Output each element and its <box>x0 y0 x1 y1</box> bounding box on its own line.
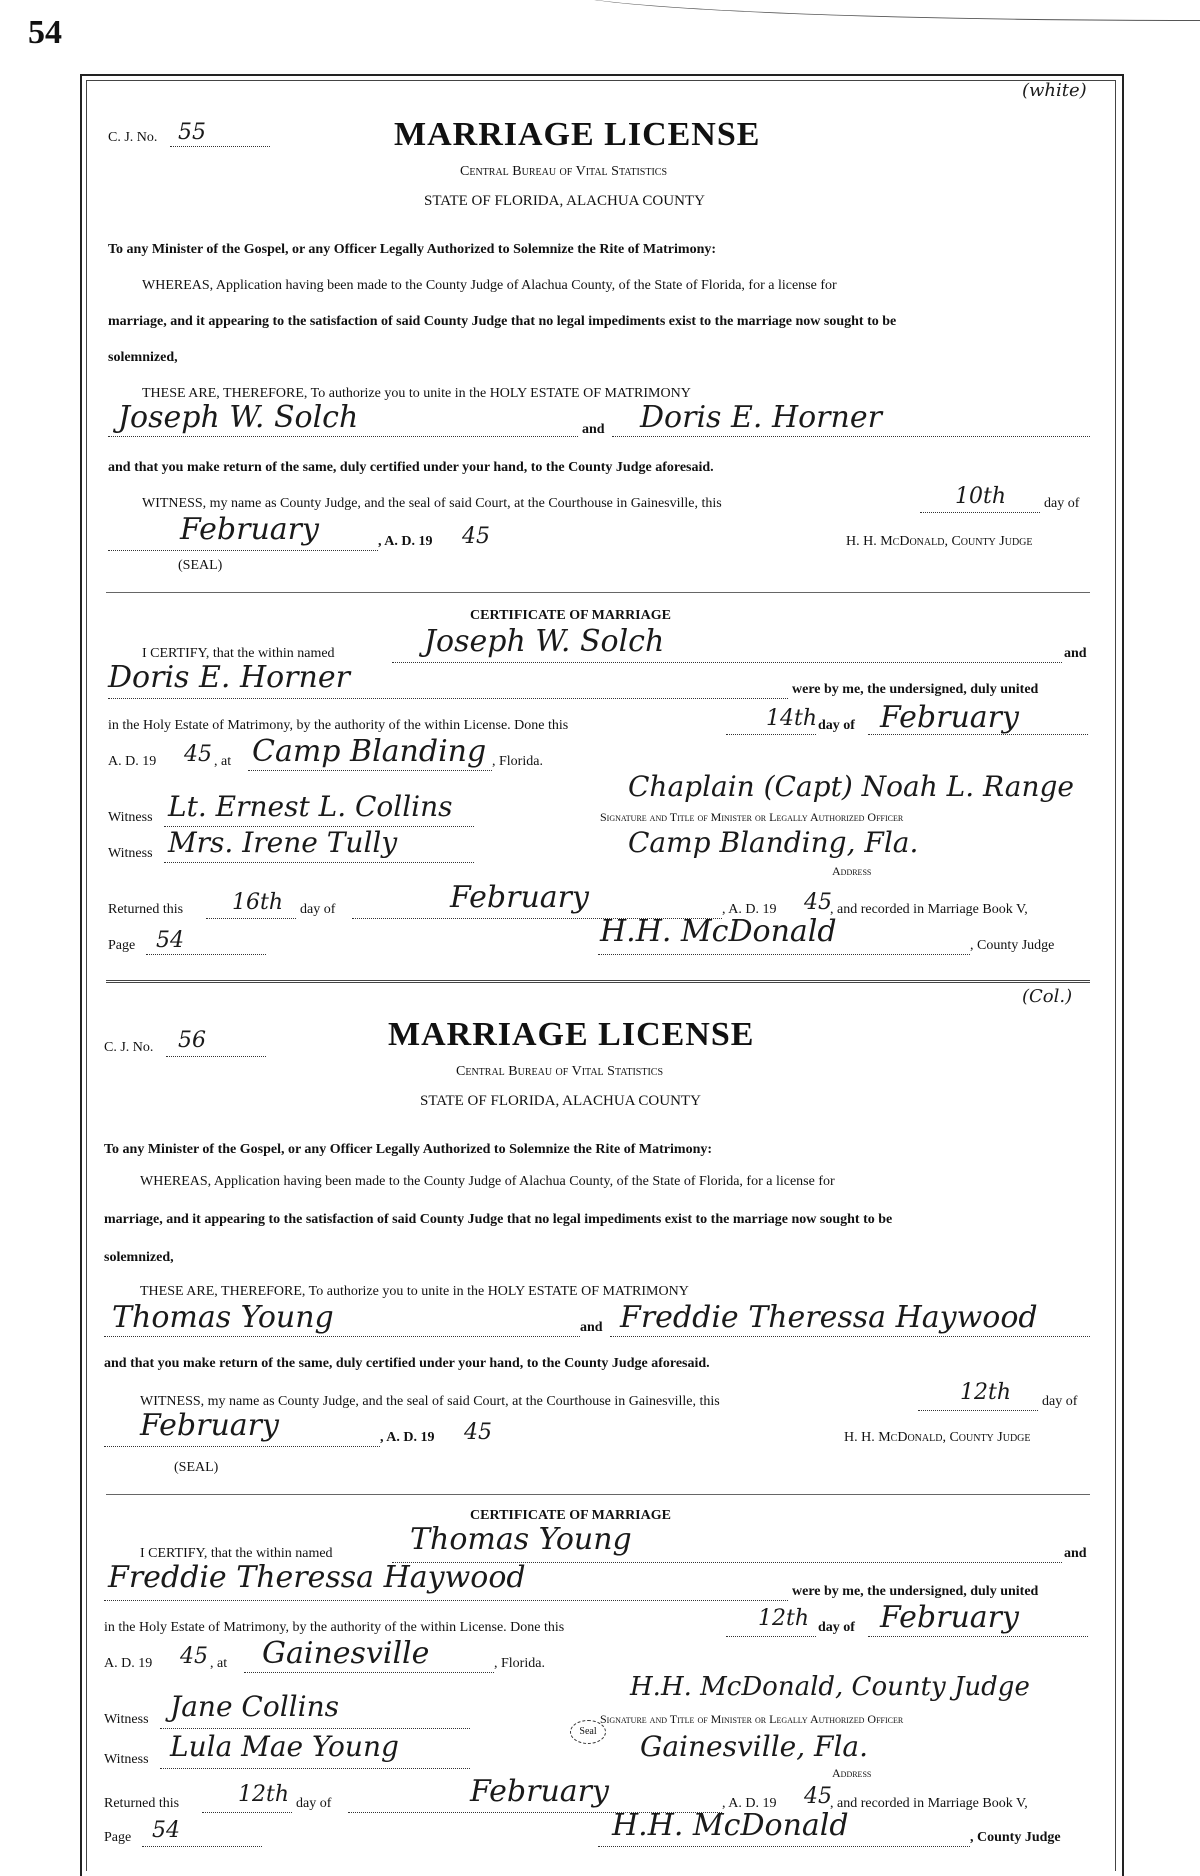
witness-2-signature: Mrs. Irene Tully <box>168 826 398 859</box>
whereas-line-1: WHEREAS, Application having been made to the County Judge of Alachua County, of the State of Florida, for a license for <box>142 278 837 293</box>
fill-line <box>244 1672 494 1673</box>
cj-label: C. J. No. <box>108 130 158 145</box>
ad-label: , A. D. 19 <box>378 534 433 549</box>
fill-line <box>108 550 378 551</box>
returned-day: 16th <box>232 890 284 915</box>
judge-line: H. H. McDonald, County Judge <box>844 1430 1031 1445</box>
county-judge-label: , County Judge <box>970 938 1055 953</box>
certificate-title: CERTIFICATE OF MARRIAGE <box>470 1508 671 1523</box>
officer-address: Camp Blanding, Fla. <box>628 826 919 859</box>
license-year: 45 <box>464 1420 492 1445</box>
certified-name-1: Thomas Young <box>410 1522 632 1557</box>
florida-label: , Florida. <box>492 754 543 769</box>
recorder-signature: H.H. McDonald <box>600 914 837 949</box>
bureau-line: Central Bureau of Vital Statistics <box>456 1064 664 1079</box>
certificate-day: 12th <box>758 1606 810 1631</box>
bride-name: Freddie Theressa Haywood <box>620 1300 1038 1335</box>
license-title: MARRIAGE LICENSE <box>394 116 761 153</box>
certificate-year: 45 <box>180 1644 208 1669</box>
certificate-month: February <box>880 700 1019 735</box>
license-month: February <box>140 1408 279 1443</box>
officer-address: Gainesville, Fla. <box>640 1730 869 1763</box>
whereas-line-3: solemnized, <box>108 350 178 365</box>
fill-line <box>142 1846 262 1847</box>
fill-line <box>612 436 1090 437</box>
return-line: and that you make return of the same, duly certified under your hand, to the County Judge aforesaid. <box>108 460 714 475</box>
returned-year: 45 <box>804 890 832 915</box>
fill-line <box>164 862 474 863</box>
recorder-signature: H.H. McDonald <box>612 1808 849 1843</box>
returned-ad-label: , A. D. 19 <box>722 1796 777 1811</box>
day-of-label: day of <box>1044 496 1080 511</box>
seal-label: (SEAL) <box>178 558 223 573</box>
witness-1-signature: Lt. Ernest L. Collins <box>168 790 453 823</box>
fill-line <box>868 1636 1088 1637</box>
fill-line <box>108 436 578 437</box>
address-caption: Address <box>832 864 872 878</box>
certify-line: I CERTIFY, that the within named <box>142 646 335 661</box>
state-line: STATE OF FLORIDA, ALACHUA COUNTY <box>424 193 705 209</box>
fill-line <box>170 146 270 147</box>
groom-name: Thomas Young <box>112 1300 334 1335</box>
and-label: and <box>582 422 605 437</box>
record-divider <box>106 980 1090 983</box>
fill-line <box>920 512 1040 513</box>
page-value: 54 <box>152 1818 180 1843</box>
recorded-label: , and recorded in Marriage Book V, <box>830 1796 1028 1811</box>
cert-ad-label: A. D. 19 <box>104 1656 153 1671</box>
witness-text: WITNESS, my name as County Judge, and the seal of said Court, at the Courthouse in Gainesville, this <box>142 496 722 511</box>
witness-text: WITNESS, my name as County Judge, and the seal of said Court, at the Courthouse in Gainesville, this <box>140 1394 720 1409</box>
license-day: 12th <box>960 1380 1012 1405</box>
fill-line <box>248 770 492 771</box>
returned-day-of-label: day of <box>300 902 336 917</box>
united-line: were by me, the undersigned, duly united <box>792 682 1039 697</box>
returned-month: February <box>470 1774 609 1809</box>
cert-ad-label: A. D. 19 <box>108 754 157 769</box>
cert-at-label: , at <box>214 754 232 769</box>
witness-label-2: Witness <box>108 846 153 861</box>
signature-caption: Signature and Title of Minister or Legally Authorized Officer <box>600 810 904 824</box>
seal-stamp: Seal <box>570 1720 606 1744</box>
officer-signature: Chaplain (Capt) Noah L. Range <box>628 770 1074 803</box>
certificate-place: Gainesville <box>262 1636 430 1671</box>
seal-label: (SEAL) <box>174 1460 219 1475</box>
fill-line <box>160 1768 470 1769</box>
cert-at-label: , at <box>210 1656 228 1671</box>
state-line: STATE OF FLORIDA, ALACHUA COUNTY <box>420 1093 701 1109</box>
returned-day-of-label: day of <box>296 1796 332 1811</box>
cert-and-label: and <box>1064 646 1087 661</box>
ad-label: , A. D. 19 <box>380 1430 435 1445</box>
page-label: Page <box>108 938 136 953</box>
witness-label-2: Witness <box>104 1752 149 1767</box>
fill-line <box>392 662 1062 663</box>
holy-estate-line: in the Holy Estate of Matrimony, by the authority of the within License. Done this <box>104 1620 565 1635</box>
fill-line <box>610 1336 1090 1337</box>
holy-estate-line: in the Holy Estate of Matrimony, by the authority of the within License. Done this <box>108 718 569 733</box>
officer-signature: H.H. McDonald, County Judge <box>630 1672 1030 1702</box>
fill-line <box>726 734 816 735</box>
page-number: 54 <box>28 14 62 51</box>
page-label: Page <box>104 1830 132 1845</box>
whereas-line-3: solemnized, <box>104 1250 174 1265</box>
fill-line <box>146 954 266 955</box>
fill-line <box>104 1600 788 1601</box>
fill-line <box>598 1846 970 1847</box>
fill-line <box>202 1812 292 1813</box>
certificate-year: 45 <box>184 742 212 767</box>
returned-ad-label: , A. D. 19 <box>722 902 777 917</box>
united-line: were by me, the undersigned, duly united <box>792 1584 1039 1599</box>
cj-label: C. J. No. <box>104 1040 154 1055</box>
fill-line <box>166 1056 266 1057</box>
certified-name-2: Doris E. Horner <box>108 660 350 695</box>
day-of-label: day of <box>1042 1394 1078 1409</box>
cert-day-of-label: day of <box>818 718 855 733</box>
fill-line <box>206 918 296 919</box>
cj-number: 56 <box>178 1028 206 1053</box>
fill-line <box>598 954 970 955</box>
license-title: MARRIAGE LICENSE <box>388 1016 755 1053</box>
bride-name: Doris E. Horner <box>640 400 882 435</box>
returned-label: Returned this <box>108 902 184 917</box>
fill-line <box>160 1728 470 1729</box>
cj-number: 55 <box>178 120 206 145</box>
signature-caption: Signature and Title of Minister or Legally Authorized Officer <box>600 1712 904 1726</box>
authorize-line: THESE ARE, THEREFORE, To authorize you to unite in the HOLY ESTATE OF MATRIMONY <box>142 386 691 401</box>
page-corner-curl <box>560 0 1200 21</box>
fill-line <box>104 1446 380 1447</box>
salutation: To any Minister of the Gospel, or any Officer Legally Authorized to Solemnize the Rite of Matrimony: <box>104 1142 713 1157</box>
returned-year: 45 <box>804 1784 832 1809</box>
recorded-label: , and recorded in Marriage Book V, <box>830 902 1028 917</box>
certify-line: I CERTIFY, that the within named <box>140 1546 333 1561</box>
cert-day-of-label: day of <box>818 1620 855 1635</box>
page-value: 54 <box>156 928 184 953</box>
cert-and-label: and <box>1064 1546 1087 1561</box>
witness-1-signature: Jane Collins <box>170 1690 339 1723</box>
witness-label-1: Witness <box>108 810 153 825</box>
certificate-day: 14th <box>766 706 818 731</box>
certificate-place: Camp Blanding <box>252 734 487 769</box>
authorize-line: THESE ARE, THEREFORE, To authorize you to unite in the HOLY ESTATE OF MATRIMONY <box>140 1284 689 1299</box>
returned-day: 12th <box>238 1782 290 1807</box>
section-divider <box>106 1494 1090 1495</box>
county-judge-label: , County Judge <box>970 1830 1061 1845</box>
license-day: 10th <box>955 484 1007 509</box>
fill-line <box>726 1636 816 1637</box>
returned-month: February <box>450 880 589 915</box>
bureau-line: Central Bureau of Vital Statistics <box>460 164 668 179</box>
section-divider <box>106 592 1090 593</box>
judge-line: H. H. McDonald, County Judge <box>846 534 1033 549</box>
whereas-line-2: marriage, and it appearing to the satisfaction of said County Judge that no legal impediments exist to the marriage now sought to be <box>104 1212 893 1227</box>
whereas-line-2: marriage, and it appearing to the satisfaction of said County Judge that no legal impediments exist to the marriage now sought to be <box>108 314 897 329</box>
fill-line <box>108 698 788 699</box>
returned-label: Returned this <box>104 1796 180 1811</box>
whereas-line-1: WHEREAS, Application having been made to the County Judge of Alachua County, of the State of Florida, for a license for <box>140 1174 835 1189</box>
fill-line <box>104 1336 580 1337</box>
witness-label-1: Witness <box>104 1712 149 1727</box>
and-label: and <box>580 1320 603 1335</box>
return-line: and that you make return of the same, duly certified under your hand, to the County Judge aforesaid. <box>104 1356 710 1371</box>
witness-2-signature: Lula Mae Young <box>170 1730 399 1763</box>
certificate-month: February <box>880 1600 1019 1635</box>
license-year: 45 <box>462 524 490 549</box>
certificate-title: CERTIFICATE OF MARRIAGE <box>470 608 671 623</box>
address-caption: Address <box>832 1766 872 1780</box>
certified-name-1: Joseph W. Solch <box>424 624 665 659</box>
race-note: (Col.) <box>1022 986 1073 1007</box>
race-note: (white) <box>1022 80 1087 101</box>
groom-name: Joseph W. Solch <box>118 400 359 435</box>
license-month: February <box>180 512 319 547</box>
salutation: To any Minister of the Gospel, or any Officer Legally Authorized to Solemnize the Rite of Matrimony: <box>108 242 717 257</box>
florida-label: , Florida. <box>494 1656 545 1671</box>
fill-line <box>918 1410 1038 1411</box>
certified-name-2: Freddie Theressa Haywood <box>108 1560 526 1595</box>
